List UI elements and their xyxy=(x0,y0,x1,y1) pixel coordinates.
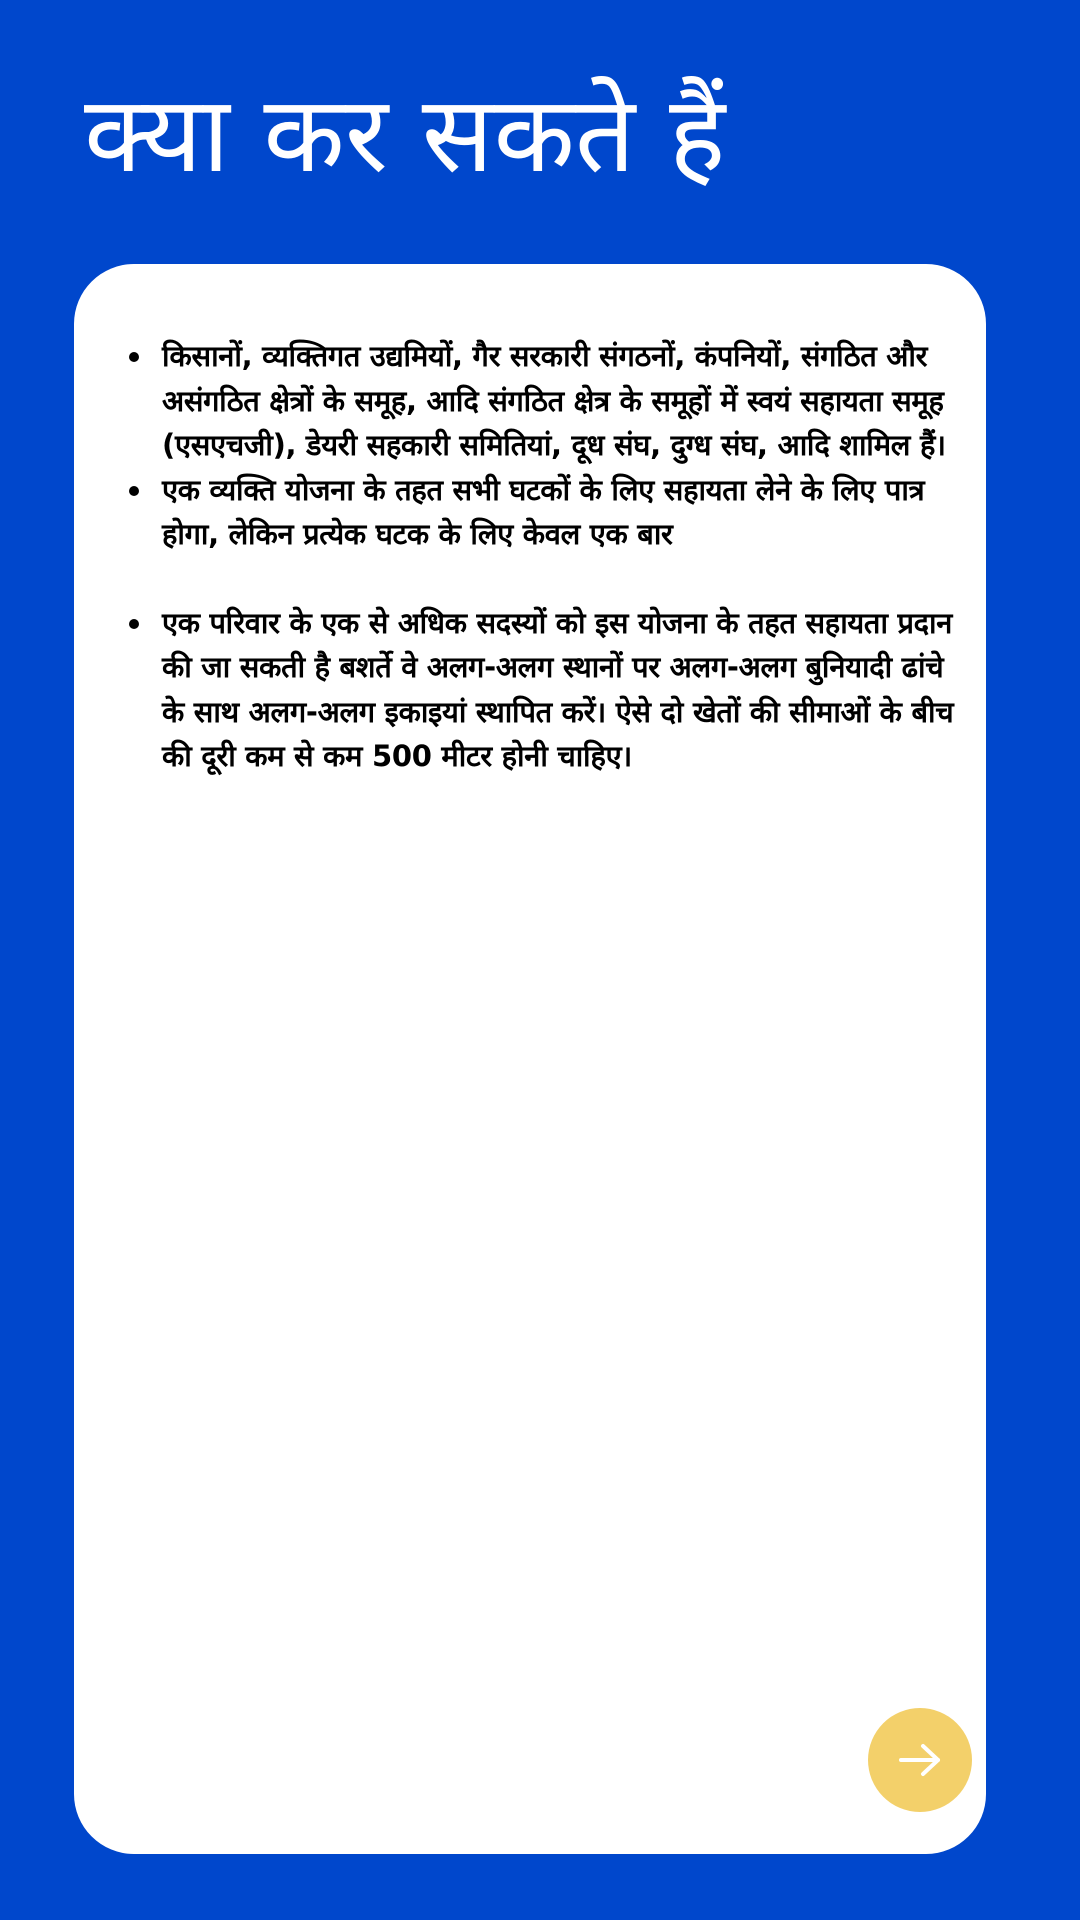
bullet-icon xyxy=(129,352,139,362)
bullet-icon xyxy=(129,486,139,496)
list-item-text: एक परिवार के एक से अधिक सदस्यों को इस योजना के तहत सहायता प्रदान की जा सकती है बशर्ते वे अलग-अलग स्थानों पर अलग-अलग बुनियादी ढांचे के साथ अलग-अलग इकाइयां स्थापित करें। ऐसे दो खेतों की सीमाओं के बीच की दूरी कम से कम 500 मीटर होनी चाहिए। xyxy=(162,605,954,773)
page-title: क्या कर सकते हैं xyxy=(84,73,726,196)
list-item-text: किसानों, व्यक्तिगत उद्यमियों, गैर सरकारी संगठनों, कंपनियों, संगठित और असंगठित क्षेत्रों के समूह, आदि संगठित क्षेत्र के समूहों में स्वयं सहायता समूह (एसएचजी), डेयरी सहकारी समितियां, दूध संघ, दुग्ध संघ, आदि शामिल हैं। xyxy=(162,339,946,462)
arrow-right-icon xyxy=(898,1743,942,1777)
next-button[interactable] xyxy=(868,1708,972,1812)
list-item xyxy=(162,334,962,468)
content-card xyxy=(74,264,986,1854)
bullet-icon xyxy=(129,619,139,629)
list-item xyxy=(162,468,962,557)
bullet-list xyxy=(162,334,962,779)
list-item xyxy=(162,601,962,779)
list-item-text: एक व्यक्ति योजना के तहत सभी घटकों के लिए सहायता लेने के लिए पात्र होगा, लेकिन प्रत्येक घटक के लिए केवल एक बार xyxy=(162,472,925,551)
